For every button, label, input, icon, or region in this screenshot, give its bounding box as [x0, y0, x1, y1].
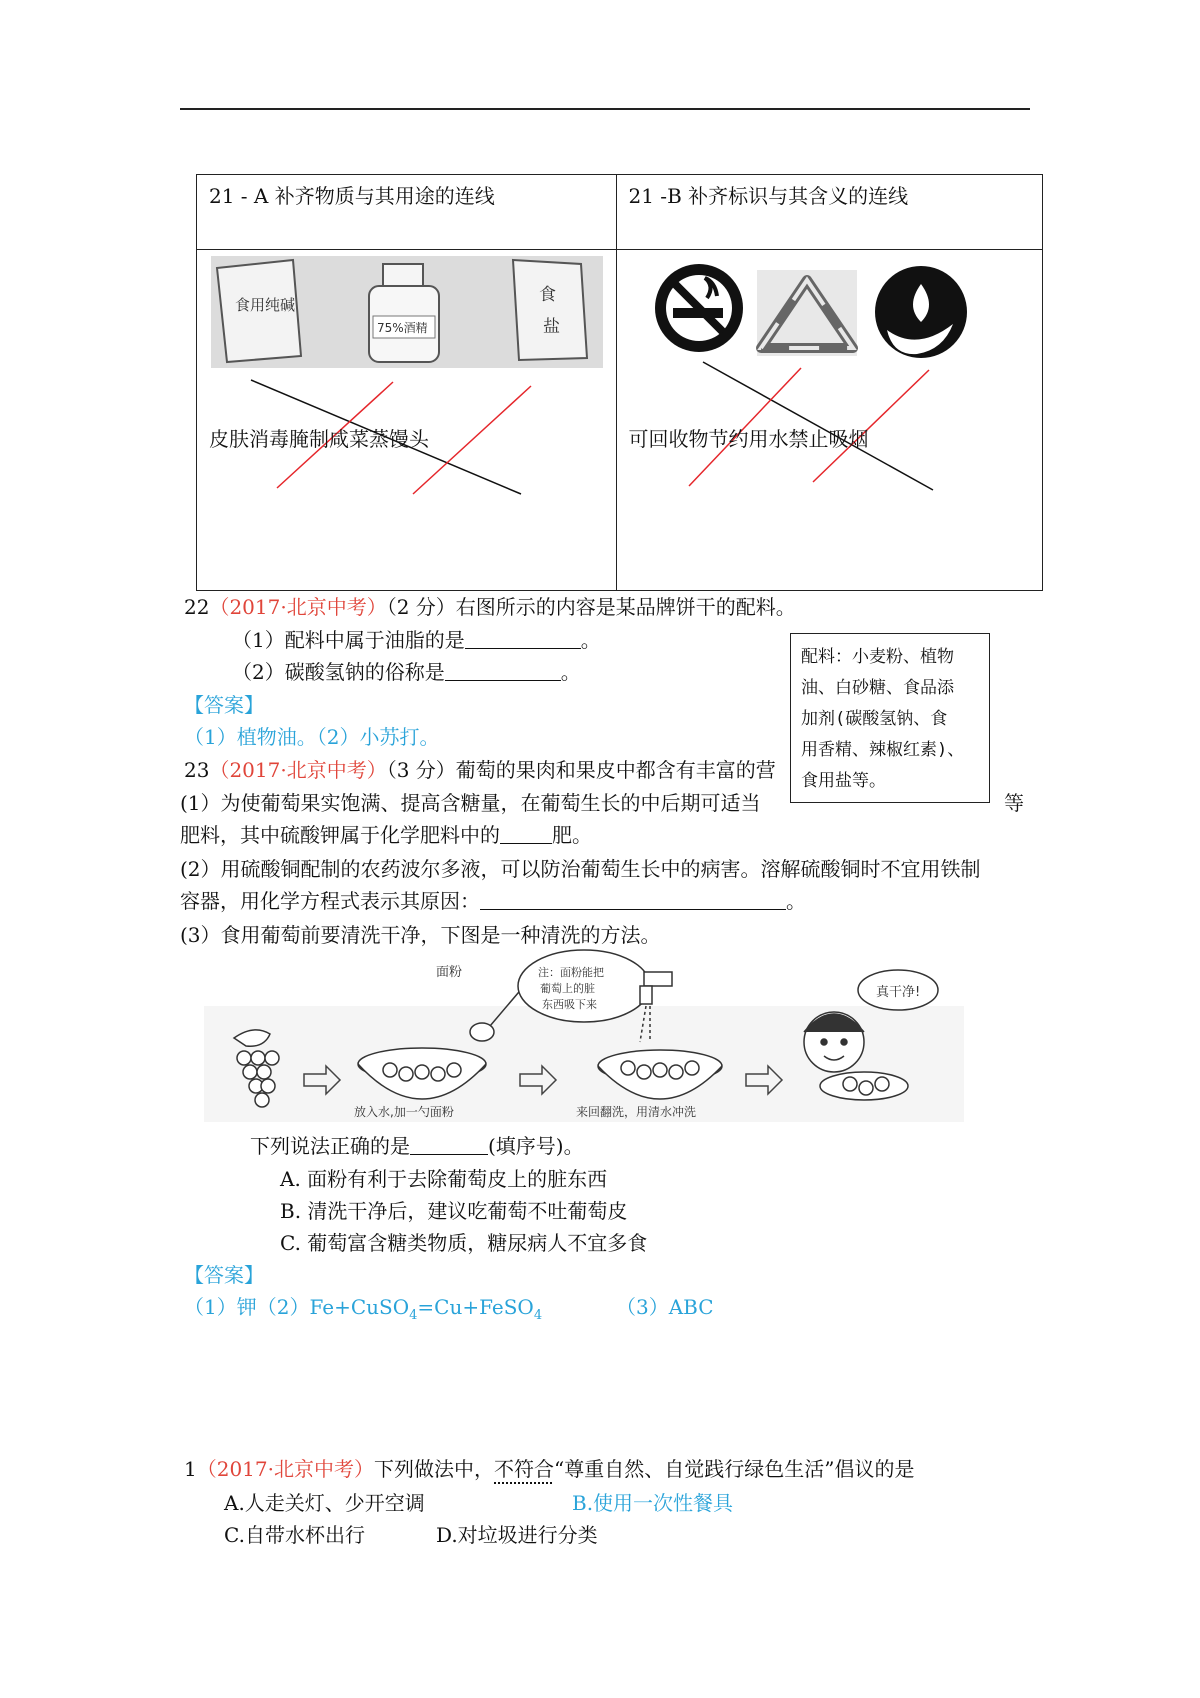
no-smoking-icon	[655, 264, 743, 352]
step-2-caption: 来回翻洗，用清水冲洗	[576, 1105, 697, 1119]
q23-p1-a: (1）为使葡萄果实饱满、提高含糖量，在葡萄生长的中后期可适当	[180, 791, 761, 815]
q1-stem	[184, 1456, 914, 1482]
q22-sub2-end: 。	[560, 660, 581, 684]
recycle-icon	[757, 270, 857, 356]
q23-p2-b: 容器，用化学方程式表示其原因：	[180, 889, 480, 913]
q23-p2-end: 。	[786, 889, 806, 913]
step-1-caption: 放入水,加一勺面粉	[354, 1105, 454, 1119]
q23-p2-blank	[480, 889, 786, 910]
q23-p2-line1: (2）用硫酸铜配制的农药波尔多液，可以防治葡萄生长中的病害。溶解硫酸铜时不宜用铁制	[180, 857, 981, 881]
q23-p1-blank	[500, 823, 552, 844]
q23-p1-line1	[180, 790, 761, 816]
q21-table	[196, 174, 1043, 591]
ingredient-box	[790, 633, 990, 803]
q23-option-b: B. 清洗干净后，建议吃葡萄不吐葡萄皮	[280, 1199, 628, 1223]
soda-bag-label: 食用纯碱	[235, 296, 296, 314]
ingredient-line-2: 油、白砂糖、食品添	[801, 678, 954, 698]
q22-sub2-text: （2）碳酸氢钠的俗称是	[232, 660, 445, 684]
salt-bag-label: 食	[539, 285, 556, 305]
note-label-1: 注：面粉能把	[538, 966, 604, 979]
q23-question-blank	[410, 1134, 488, 1155]
q21-b-header-cell	[616, 175, 1043, 250]
q1-source: （2017·北京中考）	[196, 1457, 374, 1481]
q23-p3: (3）食用葡萄前要清洗干净，下图是一种清洗的方法。	[180, 923, 661, 947]
q1-option-b: B.使用一次性餐具	[572, 1491, 734, 1515]
q23-answer-part1: （1）钾（2）Fe+CuSO	[184, 1295, 410, 1319]
q23-p1-end: 等	[1004, 791, 1024, 815]
q22-stem	[184, 594, 796, 620]
q22-sub2	[232, 659, 581, 685]
q23-answer-sub2: 4	[533, 1308, 543, 1323]
q1-text-a: 下列做法中，	[374, 1457, 494, 1481]
q1-option-d: D.对垃圾进行分类	[436, 1523, 598, 1547]
q1-emphasis: 不符合	[494, 1457, 554, 1481]
q23-p2-line2	[180, 888, 806, 914]
ingredient-line-3: 加剂(碳酸氢钠、食	[801, 709, 948, 729]
q23-question-text: 下列说法正确的是	[250, 1134, 410, 1158]
q21-a-answer-line-2	[413, 386, 531, 494]
soda-bag-picture	[217, 260, 301, 362]
q22-sub1	[232, 627, 601, 653]
q22-source: （2017·北京中考）	[209, 595, 387, 619]
q21-a-uses: 皮肤消毒腌制咸菜蒸馒头	[209, 427, 429, 451]
ingredient-line-1: 配料：小麦粉、植物	[801, 647, 954, 667]
q23-answer	[184, 1294, 542, 1329]
q22-sub1-end: 。	[580, 628, 601, 652]
q1-text-b: “尊重自然、自觉践行绿色生活”倡议的是	[554, 1457, 915, 1481]
q21-b-body-cell	[616, 250, 1043, 591]
q22-sub2-blank	[445, 660, 561, 681]
q23-source: （2017·北京中考）	[209, 758, 387, 782]
q21-a-title: 21 - A 补齐物质与其用途的连线	[209, 184, 495, 208]
q21-a-header-cell	[197, 175, 617, 250]
svg-text:盐: 盐	[543, 317, 560, 337]
q23-number: 23	[184, 758, 210, 782]
q22-sub1-blank	[465, 628, 581, 649]
q23-p1-b-end: 肥。	[552, 823, 592, 847]
q22-answer-label: 【答案】	[184, 693, 264, 717]
water-saving-icon	[875, 266, 967, 358]
note-label-2: 葡萄上的脏	[540, 982, 595, 995]
q23-p1-line2	[180, 822, 592, 848]
q23-text: （3 分）葡萄的果肉和果皮中都含有丰富的营	[386, 758, 776, 782]
speech-label: 真干净!	[876, 985, 921, 1000]
q23-stem	[184, 757, 776, 783]
q23-p1-b: 肥料，其中硫酸钾属于化学肥料中的	[180, 823, 500, 847]
q21-a-body-cell	[197, 250, 617, 591]
ingredient-line-5: 食用盐等。	[801, 771, 886, 791]
header-rule	[180, 108, 1030, 110]
alcohol-label: 75%酒精	[377, 321, 428, 335]
q22-answer: （1）植物油。（2）小苏打。	[184, 725, 440, 749]
q1-option-a: A.人走关灯、少开空调	[224, 1491, 425, 1515]
q21-b-title: 21 -B 补齐标识与其含义的连线	[628, 184, 909, 208]
q23-question-end: (填序号)。	[488, 1134, 584, 1158]
q23-answer-mid: =Cu+FeSO	[417, 1295, 534, 1319]
q22-text: （2 分）右图所示的内容是某品牌饼干的配料。	[386, 595, 796, 619]
q23-option-c: C. 葡萄富含糖类物质，糖尿病人不宜多食	[280, 1231, 648, 1255]
q21-b-meanings: 可回收物节约用水禁止吸烟	[628, 427, 869, 451]
ingredient-line-4: 用香精、辣椒红素)、	[801, 740, 965, 760]
q23-answer-label: 【答案】	[184, 1263, 264, 1287]
q1-option-c: C.自带水杯出行	[224, 1523, 365, 1547]
flour-label: 面粉	[436, 965, 463, 980]
q23-answer-part3: （3）ABC	[616, 1295, 714, 1319]
q22-sub1-text: （1）配料中属于油脂的是	[232, 628, 465, 652]
q23-question	[250, 1133, 584, 1159]
q23-answer-sub1: 4	[409, 1308, 418, 1323]
q22-number: 22	[184, 595, 210, 619]
grape-washing-illustration	[204, 946, 964, 1126]
q21-b-figure	[617, 250, 1044, 590]
q21-a-figure	[197, 250, 617, 590]
salt-bag-picture	[513, 260, 587, 360]
q1-number: 1	[184, 1457, 197, 1481]
q23-option-a: A. 面粉有利于去除葡萄皮上的脏东西	[280, 1167, 608, 1191]
note-label-3: 东西吸下来	[542, 998, 597, 1011]
